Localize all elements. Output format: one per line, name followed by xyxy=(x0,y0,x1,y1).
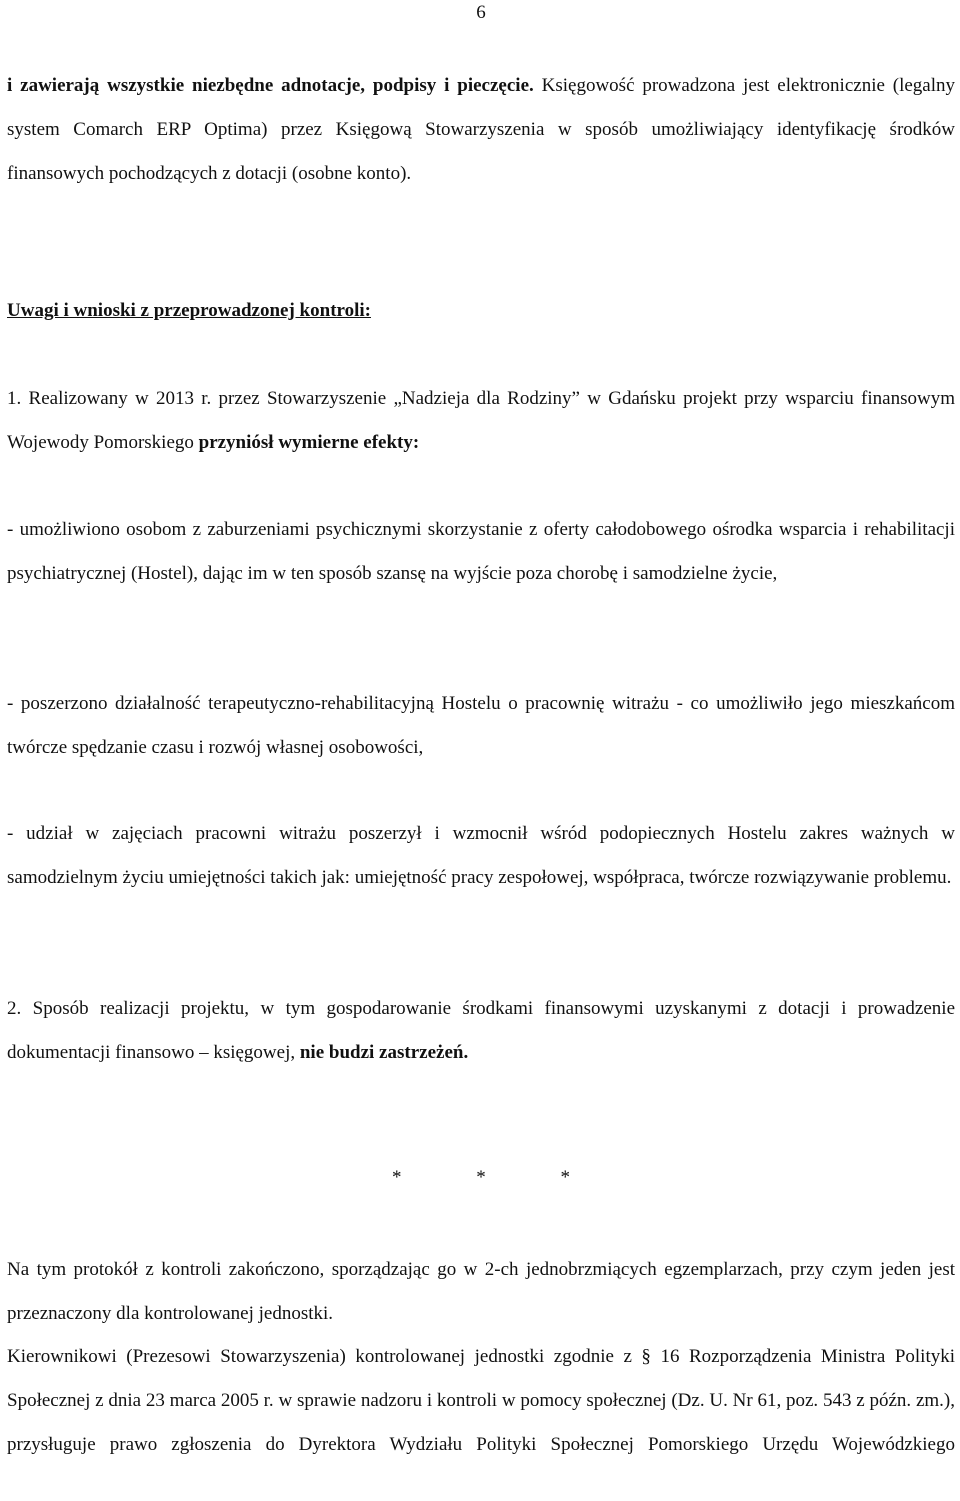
paragraph-point-1 xyxy=(7,377,955,465)
paragraph-rights: Kierownikowi (Prezesowi Stowarzyszenia) kontrolowanej jednostki zgodnie z § 16 Rozporządzenia Ministra Polityki Społecznej z dnia 23 marca 2005 r. w sprawie nadzoru i kontroli w pomocy społecznej (Dz. U. Nr 61, poz. 543 z późn. zm.), przysługuje prawo zgłoszenia do Dyrektora Wydziału Polityki Społecznej Pomorskiego Urzędu Wojewódzkiego xyxy=(7,1346,955,1455)
section-separator: * * * xyxy=(392,1167,570,1188)
document-page xyxy=(7,0,955,1501)
paragraph-accounting-text: Księgowość prowadzona jest elektronicznie (legalny system Comarch ERP Optima) przez Księgową Stowarzyszenia w sposób umożliwiający identyfikację środków finansowych pochodzących z dotacji (osobne konto). xyxy=(7,75,956,184)
paragraph-point-1-bold: przyniósł wymierne efekty: xyxy=(198,432,420,453)
paragraph-point-2-bold: nie budzi zastrzeżeń. xyxy=(299,1042,469,1063)
section-heading: Uwagi i wnioski z przeprowadzonej kontroli: xyxy=(7,300,371,321)
paragraph-accounting xyxy=(7,64,955,196)
paragraph-accounting-bold: i zawierają wszystkie niezbędne adnotacje, podpisy i pieczęcie. xyxy=(7,75,534,96)
paragraph-bullet-1: - umożliwiono osobom z zaburzeniami psychicznymi skorzystanie z oferty całodobowego ośrodka wsparcia i rehabilitacji psychiatrycznej (Hostel), dając im w ten sposób szansę na wyjście poza chorobę i samodzielne życie, xyxy=(7,519,955,584)
paragraph-bullet-3: - udział w zajęciach pracowni witrażu poszerzył i wzmocnił wśród podopiecznych Hostelu zakres ważnych w samodzielnym życiu umiejętności takich jak: umiejętność pracy zespołowej, współpraca, twórcze rozwiązywanie problemu. xyxy=(7,823,955,888)
paragraph-closing: Na tym protokół z kontroli zakończono, sporządzając go w 2-ch jednobrzmiących egzemplarzach, przy czym jeden jest przeznaczony dla kontrolowanej jednostki. xyxy=(7,1259,955,1324)
paragraph-point-1-text: 1. Realizowany w 2013 r. przez Stowarzyszenie „Nadzieja dla Rodziny” w Gdańsku projekt przy wsparciu finansowym Wojewody Pomorskiego xyxy=(7,388,955,453)
page-number: 6 xyxy=(476,2,486,23)
paragraph-point-2-text: 2. Sposób realizacji projektu, w tym gospodarowanie środkami finansowymi uzyskanymi z dotacji i prowadzenie dokumentacji finansowo – księgowej, xyxy=(7,998,955,1063)
paragraph-bullet-2: - poszerzono działalność terapeutyczno-rehabilitacyjną Hostelu o pracownię witrażu - co umożliwiło jego mieszkańcom twórcze spędzanie czasu i rozwój własnej osobowości, xyxy=(7,693,955,758)
paragraph-point-2 xyxy=(7,987,955,1075)
